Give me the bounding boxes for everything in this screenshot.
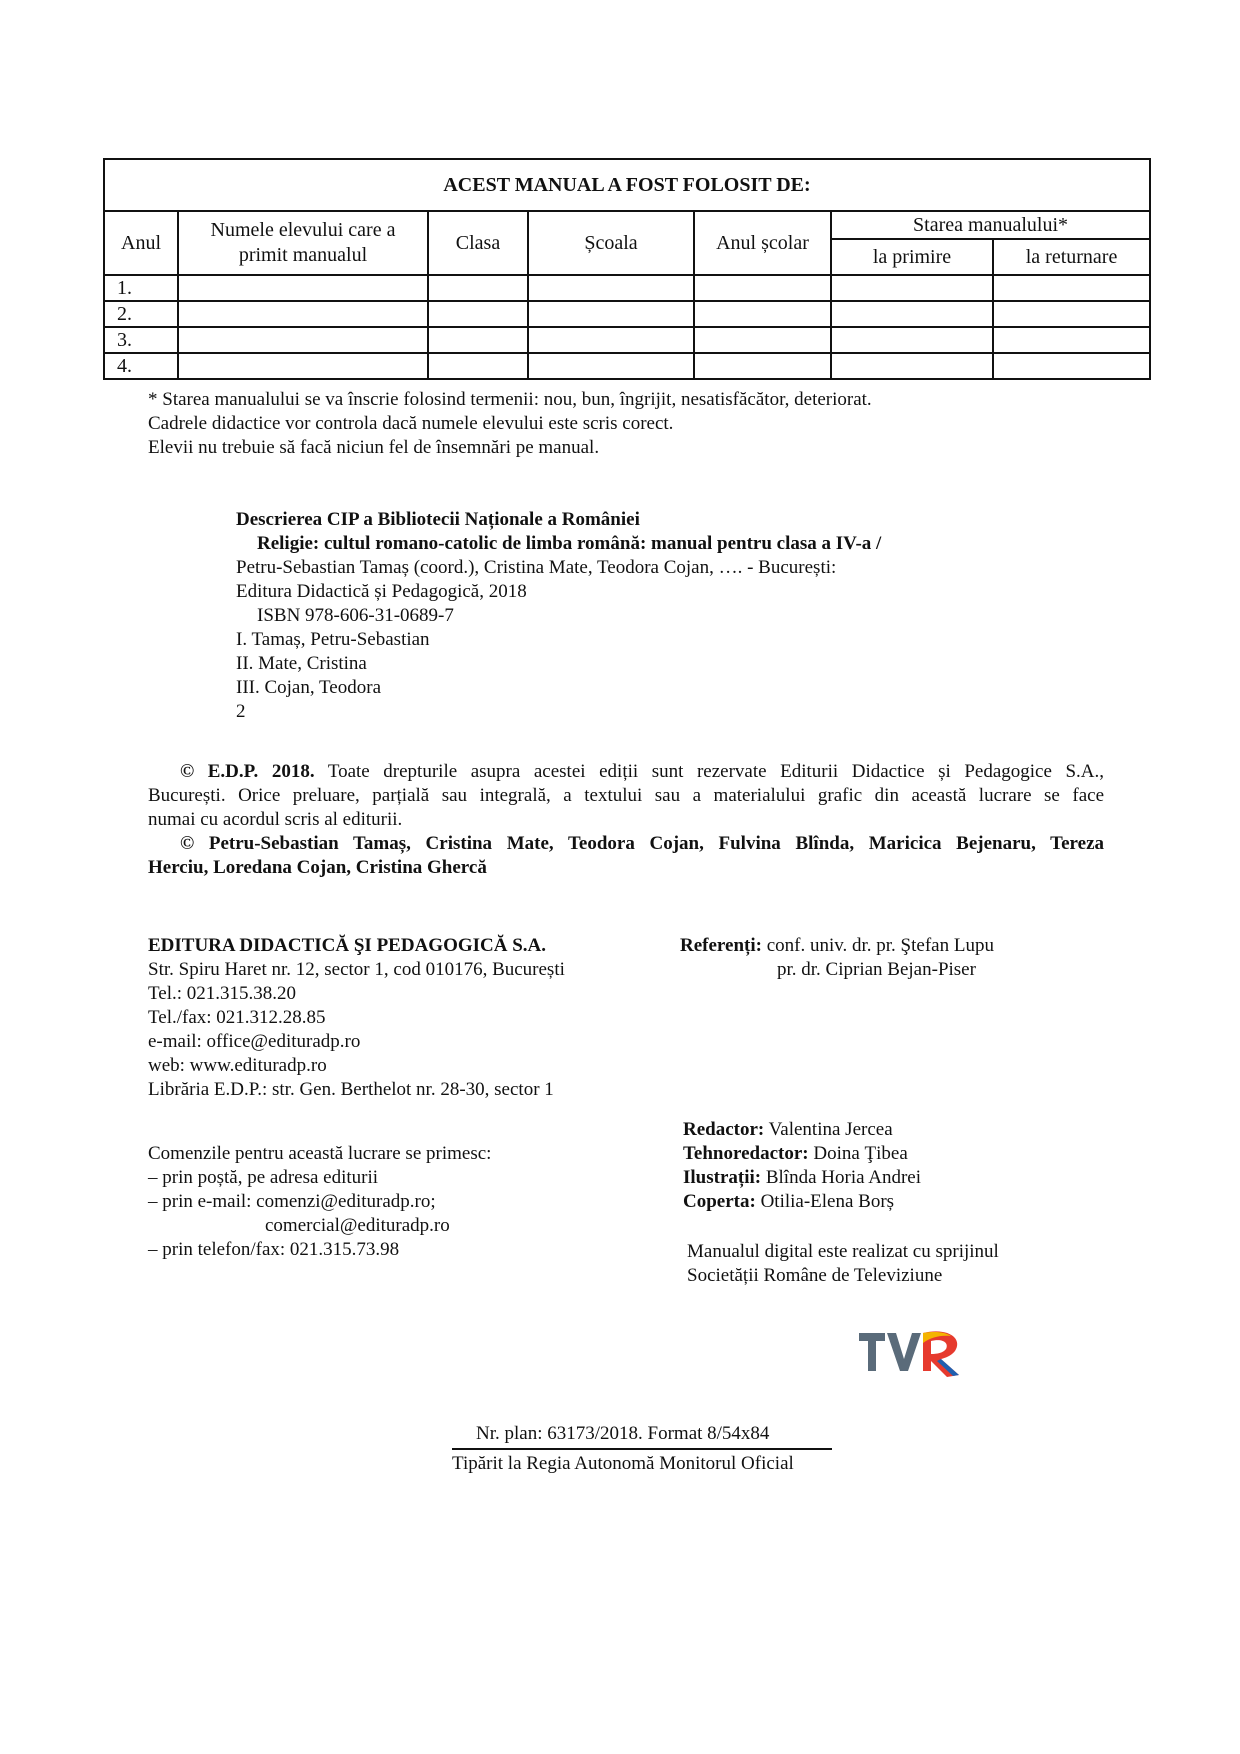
orders-intro: Comenzile pentru această lucrare se primesc: (148, 1143, 492, 1164)
publisher-name: EDITURA DIDACTICĂ ŞI PEDAGOGICĂ S.A. (148, 935, 547, 956)
copyright-edp (148, 760, 1104, 880)
name-cell[interactable] (178, 327, 428, 353)
publisher-email: e-mail: office@edituradp.ro (148, 1031, 361, 1052)
credit-illustrations-name: Blînda Horia Andrei (765, 1167, 921, 1188)
note-teacher-check: Cadrele didactice vor controla dacă numele elevului este scris corect. (148, 413, 674, 434)
footer-divider (452, 1448, 832, 1450)
name-cell[interactable] (178, 353, 428, 379)
cip-title: Religie: cultul romano-catolic de limba română: manual pentru clasa a IV-a / (257, 533, 882, 554)
credit-editor (683, 1118, 893, 1142)
publisher-bookshop: Librăria E.D.P.: str. Gen. Berthelot nr. 28-30, sector 1 (148, 1079, 554, 1100)
copyright-edp-text: București. Orice preluare, parțială sau integrală, a textului sau a materialului grafic din această lucrare se face (148, 785, 1104, 806)
referent-name: conf. univ. dr. pr. Ştefan Lupu (766, 935, 994, 956)
col-state-returned-header: la returnare (993, 239, 1150, 275)
class-cell[interactable] (428, 327, 528, 353)
publisher-tel: Tel.: 021.315.38.20 (148, 983, 297, 1004)
col-name-header: Numele elevului care a primit manualul (178, 211, 428, 275)
col-class-header: Clasa (428, 211, 528, 275)
copyright-authors: Herciu, Loredana Cojan, Cristina Ghercă (148, 857, 487, 878)
referent-name: pr. dr. Ciprian Bejan-Piser (777, 959, 976, 980)
note-no-marks: Elevii nu trebuie să facă niciun fel de însemnări pe manual. (148, 437, 600, 458)
class-cell[interactable] (428, 275, 528, 301)
credit-tech-name: Doina Ţibea (813, 1143, 908, 1164)
copyright-edp-text: numai cu acordul scris al editurii. (148, 809, 403, 830)
school-year-cell[interactable] (694, 327, 831, 353)
credit-editor-label: Redactor: (683, 1119, 765, 1140)
school-cell[interactable] (528, 353, 694, 379)
row-number: 2. (104, 301, 178, 327)
referents-label: Referenți: (680, 935, 762, 956)
cip-entry: 2 (236, 701, 246, 722)
footer-printed: Tipărit la Regia Autonomă Monitorul Oficial (452, 1453, 794, 1474)
table-title: ACEST MANUAL A FOST FOLOSIT DE: (104, 159, 1150, 211)
name-cell[interactable] (178, 275, 428, 301)
footer-plan: Nr. plan: 63173/2018. Format 8/54x84 (476, 1423, 770, 1444)
orders-phone: – prin telefon/fax: 021.315.73.98 (148, 1239, 400, 1260)
cip-isbn: ISBN 978-606-31-0689-7 (257, 605, 454, 626)
note-state-terms: * Starea manualului se va înscrie folosind termenii: nou, bun, îngrijit, nesatisfăcător, deteriorat. (148, 389, 872, 410)
table-row (104, 275, 1150, 301)
credit-editor-name: Valentina Jercea (768, 1119, 893, 1140)
table-row (104, 301, 1150, 327)
row-number: 3. (104, 327, 178, 353)
credit-cover-name: Otilia-Elena Borș (760, 1191, 895, 1212)
cip-heading: Descrierea CIP a Bibliotecii Naționale a României (236, 509, 640, 530)
digital-support-text: Manualul digital este realizat cu sprijinul (687, 1241, 999, 1262)
publisher-address: Str. Spiru Haret nr. 12, sector 1, cod 010176, București (148, 959, 565, 980)
publisher-telfax: Tel./fax: 021.312.28.85 (148, 1007, 326, 1028)
credit-cover (683, 1190, 894, 1214)
copyright-edp-text: Toate drepturile asupra acestei ediții sunt rezervate Editurii Didactice și Pedagogice S.A., (327, 761, 1104, 782)
digital-support-text: Societății Române de Televiziune (687, 1265, 943, 1286)
state-returned-cell[interactable] (993, 327, 1150, 353)
school-cell[interactable] (528, 301, 694, 327)
col-school-year-header: Anul școlar (694, 211, 831, 275)
class-cell[interactable] (428, 353, 528, 379)
cip-entry: II. Mate, Cristina (236, 653, 367, 674)
tvr-logo-graphic (857, 1323, 977, 1383)
referents (680, 934, 994, 958)
col-state-header: Starea manualului* (831, 211, 1150, 239)
state-received-cell[interactable] (831, 353, 993, 379)
orders-post: – prin poștă, pe adresa editurii (148, 1167, 379, 1188)
cip-entry: III. Cojan, Teodora (236, 677, 381, 698)
orders-email-secondary: comercial@edituradp.ro (265, 1215, 450, 1236)
name-cell[interactable] (178, 301, 428, 327)
school-year-cell[interactable] (694, 275, 831, 301)
state-returned-cell[interactable] (993, 301, 1150, 327)
copyright-authors: © Petru-Sebastian Tamaș, Cristina Mate, Teodora Cojan, Fulvina Blînda, Maricica Bejenaru, Tereza (180, 833, 1104, 854)
cip-publisher: Editura Didactică și Pedagogică, 2018 (236, 581, 527, 602)
tvr-logo (857, 1323, 977, 1383)
table-row (104, 327, 1150, 353)
col-year-header: Anul (104, 211, 178, 275)
credit-tech (683, 1142, 908, 1166)
credit-illustrations-label: Ilustrații: (683, 1167, 762, 1188)
copyright-edp-label: © E.D.P. 2018. (180, 761, 315, 782)
school-year-cell[interactable] (694, 301, 831, 327)
row-number: 4. (104, 353, 178, 379)
orders-email: – prin e-mail: comenzi@edituradp.ro; (148, 1191, 436, 1212)
school-year-cell[interactable] (694, 353, 831, 379)
cip-authors: Petru-Sebastian Tamaș (coord.), Cristina Mate, Teodora Cojan, …. - București: (236, 557, 837, 578)
table-row (104, 353, 1150, 379)
state-returned-cell[interactable] (993, 353, 1150, 379)
state-received-cell[interactable] (831, 275, 993, 301)
row-number: 1. (104, 275, 178, 301)
usage-table (103, 158, 1151, 380)
state-received-cell[interactable] (831, 301, 993, 327)
credit-cover-label: Coperta: (683, 1191, 756, 1212)
school-cell[interactable] (528, 327, 694, 353)
school-cell[interactable] (528, 275, 694, 301)
credit-illustrations (683, 1166, 921, 1190)
col-school-header: Școala (528, 211, 694, 275)
state-returned-cell[interactable] (993, 275, 1150, 301)
publisher-web: web: www.edituradp.ro (148, 1055, 327, 1076)
credit-tech-label: Tehnoredactor: (683, 1143, 809, 1164)
state-received-cell[interactable] (831, 327, 993, 353)
cip-entry: I. Tamaș, Petru-Sebastian (236, 629, 430, 650)
class-cell[interactable] (428, 301, 528, 327)
col-state-received-header: la primire (831, 239, 993, 275)
